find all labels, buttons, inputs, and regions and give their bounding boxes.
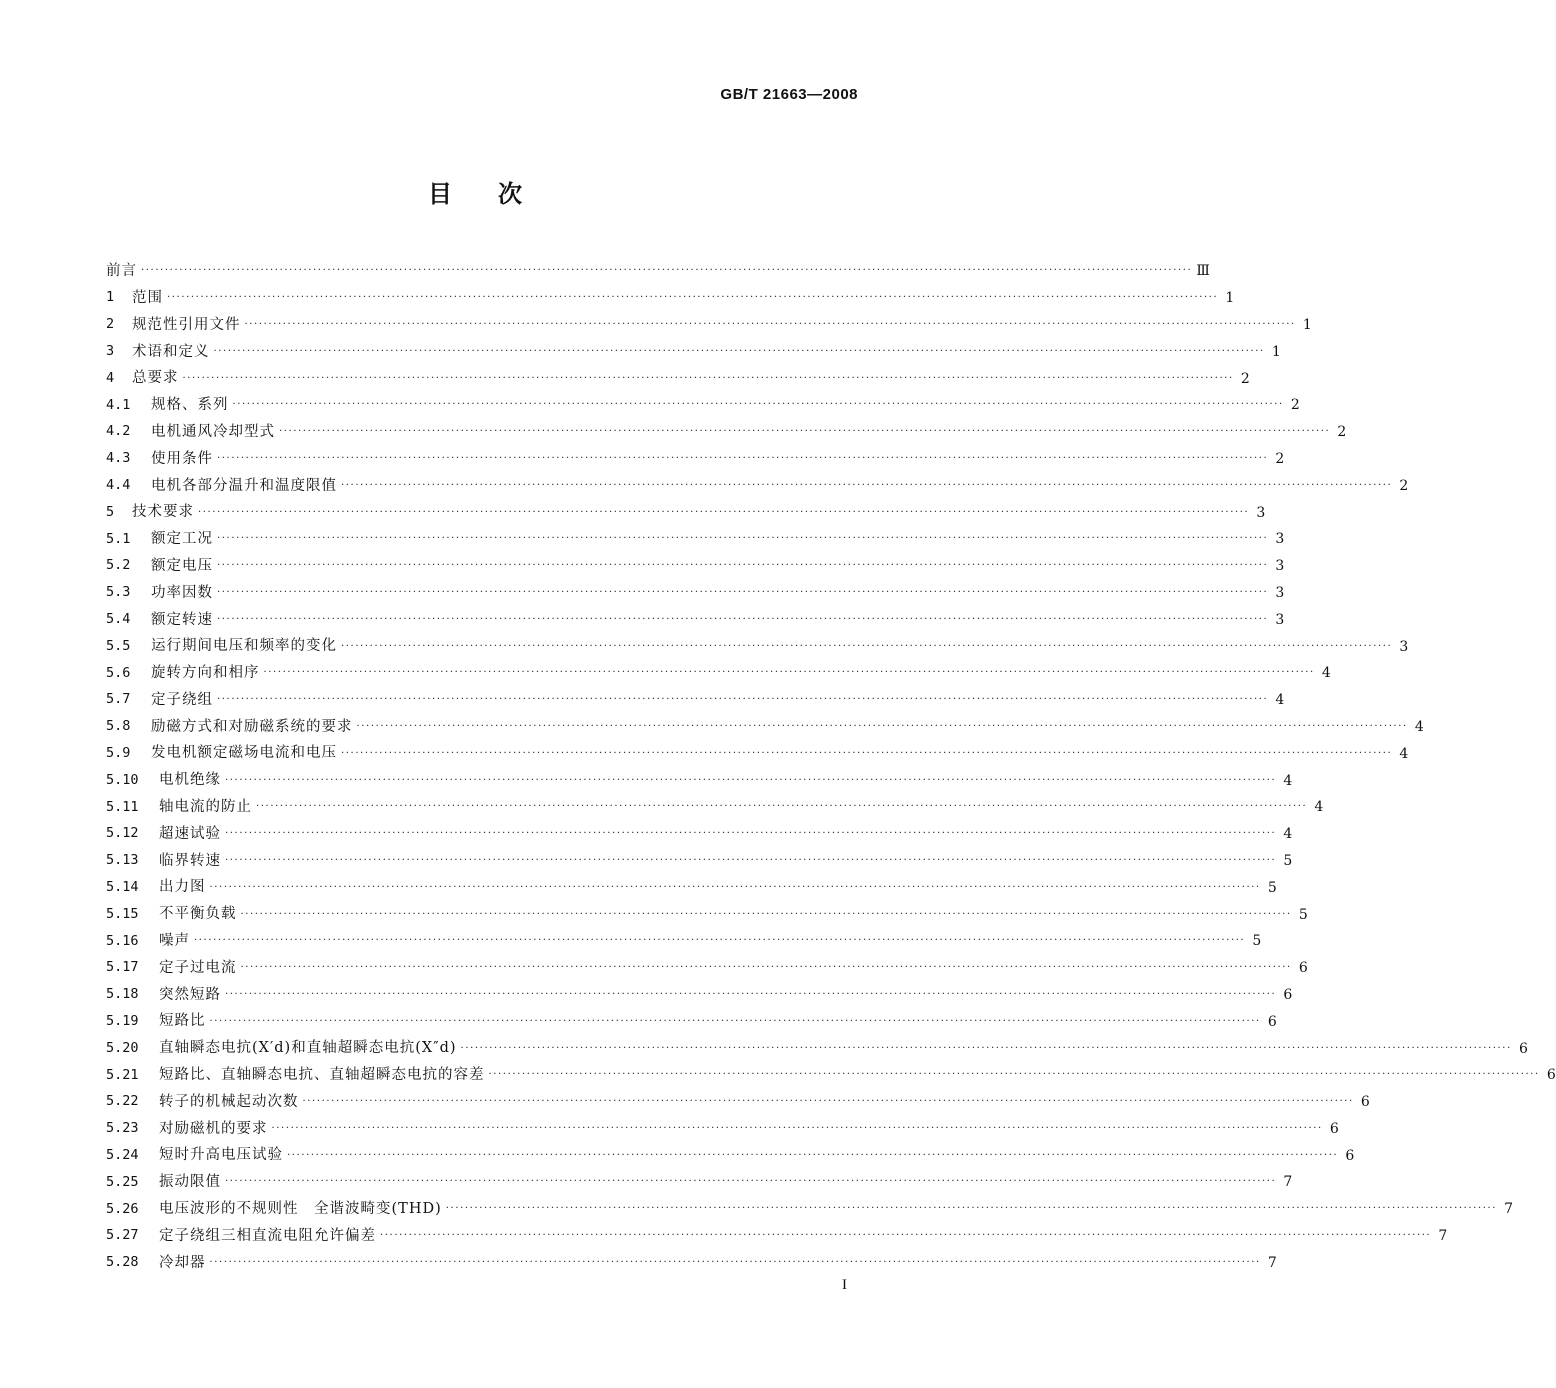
- toc-entry-number: 5.17: [106, 959, 139, 976]
- toc-entry-number: 2: [106, 316, 115, 333]
- toc-entry-number: 5.23: [106, 1120, 139, 1137]
- toc-entry[interactable]: [106, 365, 1250, 392]
- leader-dots: ····························································································································································································································: [217, 533, 1269, 545]
- toc-entry-number: 5.15: [106, 905, 139, 922]
- toc-entry-page: 7: [1504, 1201, 1514, 1218]
- toc-entry-label: 电机通风冷却型式: [151, 423, 275, 440]
- toc-entry[interactable]: [106, 767, 1293, 794]
- toc-entry-number: 5.7: [106, 691, 131, 708]
- toc-entry-number: 4: [106, 369, 115, 386]
- toc-entry[interactable]: [106, 499, 1266, 526]
- toc-entry-number: 5.18: [106, 986, 139, 1003]
- toc-entry-number: 5.2: [106, 557, 131, 574]
- toc-entry-page: 6: [1329, 1120, 1339, 1137]
- toc-entry-label: 运行期间电压和频率的变化: [151, 638, 337, 655]
- toc-entry-number: 5.25: [106, 1173, 139, 1190]
- toc-entry-label: 出力图: [159, 879, 206, 896]
- toc-entry[interactable]: [106, 687, 1285, 714]
- toc-entry[interactable]: [106, 285, 1235, 312]
- table-of-contents: [106, 258, 1556, 1276]
- toc-entry[interactable]: [106, 606, 1285, 633]
- leader-dots: ····························································································································································································································: [341, 479, 1393, 491]
- leader-dots: ····························································································································································································································: [213, 345, 1265, 357]
- toc-entry-page: 6: [1298, 960, 1308, 977]
- leader-dots: ····························································································································································································································: [194, 935, 1246, 947]
- toc-entry-page: 5: [1283, 852, 1293, 869]
- toc-entry[interactable]: [106, 258, 1210, 285]
- toc-entry-number: 5.24: [106, 1146, 139, 1163]
- toc-entry-page: 2: [1275, 450, 1285, 467]
- title-part-2: 次: [498, 180, 522, 208]
- toc-entry-label: 额定转速: [151, 611, 213, 628]
- toc-entry-page: 1: [1225, 290, 1235, 307]
- toc-entry[interactable]: [106, 901, 1308, 928]
- footer-page-number: I: [842, 1277, 847, 1293]
- leader-dots: ····························································································································································································································: [341, 640, 1393, 652]
- toc-entry-label: 发电机额定磁场电流和电压: [151, 745, 337, 762]
- toc-entry-number: 5.14: [106, 878, 139, 895]
- leader-dots: ····························································································································································································································: [217, 586, 1269, 598]
- toc-entry-number: 5.5: [106, 637, 131, 654]
- toc-entry-label: 额定工况: [151, 531, 213, 548]
- toc-entry-page: Ⅲ: [1196, 263, 1210, 280]
- leader-dots: ····························································································································································································································: [209, 1256, 1261, 1268]
- toc-entry-label: 范围: [132, 289, 163, 306]
- toc-entry-number: 5.20: [106, 1039, 139, 1056]
- toc-entry-label: 功率因数: [151, 584, 213, 601]
- toc-entry-number: 4.4: [106, 477, 131, 494]
- toc-entry-number: 5.9: [106, 744, 131, 761]
- toc-entry[interactable]: [106, 1116, 1339, 1143]
- leader-dots: ····························································································································································································································: [256, 801, 1308, 813]
- toc-entry-number: 5: [106, 503, 115, 520]
- toc-entry-label: 不平衡负载: [159, 906, 237, 923]
- toc-entry-number: 4.3: [106, 450, 131, 467]
- toc-entry-number: 5.13: [106, 852, 139, 869]
- toc-entry-page: 7: [1267, 1254, 1277, 1271]
- toc-entry-page: 4: [1314, 799, 1324, 816]
- toc-entry-page: 3: [1256, 504, 1266, 521]
- toc-entry-label: 定子过电流: [159, 959, 237, 976]
- toc-entry-page: 7: [1438, 1228, 1448, 1245]
- toc-entry[interactable]: [106, 928, 1262, 955]
- toc-entry-number: 5.28: [106, 1254, 139, 1271]
- toc-entry[interactable]: [106, 312, 1312, 339]
- toc-entry-number: 5.22: [106, 1093, 139, 1110]
- toc-entry-page: 1: [1302, 316, 1312, 333]
- toc-entry-label: 电压波形的不规则性 全谐波畸变(THD): [159, 1201, 442, 1218]
- toc-entry-label: 突然短路: [159, 986, 221, 1003]
- toc-entry-label: 振动限值: [159, 1174, 221, 1191]
- toc-entry[interactable]: [106, 1062, 1556, 1089]
- toc-entry-page: 5: [1267, 879, 1277, 896]
- toc-entry-number: 5.19: [106, 1012, 139, 1029]
- leader-dots: ····························································································································································································································: [240, 908, 1292, 920]
- toc-entry-page: 4: [1414, 718, 1424, 735]
- toc-entry-page: 2: [1399, 477, 1409, 494]
- toc-entry[interactable]: [106, 794, 1324, 821]
- toc-entry[interactable]: [106, 1169, 1293, 1196]
- toc-entry-label: 总要求: [132, 370, 179, 387]
- toc-entry[interactable]: [106, 553, 1285, 580]
- toc-entry[interactable]: [106, 526, 1285, 553]
- toc-entry[interactable]: [106, 580, 1285, 607]
- leader-dots: ····························································································································································································································: [244, 318, 1296, 330]
- toc-entry-page: 6: [1546, 1067, 1556, 1084]
- toc-entry-number: 5.4: [106, 611, 131, 627]
- toc-entry-number: 5.12: [106, 825, 139, 842]
- leader-dots: ····························································································································································································································: [263, 667, 1315, 679]
- toc-entry-page: 3: [1275, 584, 1285, 601]
- toc-entry-page: 6: [1360, 1094, 1370, 1111]
- toc-entry-label: 电机绝缘: [159, 772, 221, 789]
- toc-entry-number: 5.21: [106, 1066, 139, 1083]
- toc-entry-number: 1: [106, 289, 115, 306]
- leader-dots: ····························································································································································································································: [380, 1230, 1432, 1242]
- toc-entry[interactable]: [106, 633, 1409, 660]
- toc-entry[interactable]: [106, 874, 1277, 901]
- toc-entry-label: 直轴瞬态电抗(X′d)和直轴超瞬态电抗(X″d): [159, 1040, 457, 1057]
- toc-entry[interactable]: [106, 982, 1293, 1009]
- toc-entry-number: 5.3: [106, 584, 131, 601]
- toc-entry[interactable]: [106, 392, 1300, 419]
- leader-dots: ····························································································································································································································: [225, 828, 1277, 840]
- leader-dots: ····························································································································································································································: [225, 854, 1277, 866]
- toc-entry-number: 5.27: [106, 1227, 139, 1244]
- toc-entry-page: 2: [1240, 370, 1250, 387]
- toc-entry-page: 3: [1275, 558, 1285, 575]
- toc-entry[interactable]: [106, 848, 1293, 875]
- toc-entry[interactable]: [106, 1249, 1277, 1276]
- toc-entry-page: 4: [1283, 826, 1293, 843]
- toc-entry-label: 临界转速: [159, 852, 221, 869]
- leader-dots: ····························································································································································································································: [488, 1069, 1540, 1081]
- leader-dots: ····························································································································································································································: [356, 720, 1408, 732]
- toc-entry[interactable]: [106, 472, 1409, 499]
- toc-entry-page: 4: [1399, 745, 1409, 762]
- leader-dots: ····························································································································································································································: [460, 1042, 1512, 1054]
- toc-entry-page: 4: [1275, 692, 1285, 709]
- leader-dots: ····························································································································································································································: [209, 1015, 1261, 1027]
- leader-dots: ····························································································································································································································: [225, 988, 1277, 1000]
- toc-entry-page: 1: [1271, 343, 1281, 360]
- toc-entry-number: 5.6: [106, 664, 131, 681]
- standard-code: GB/T 21663—2008: [720, 86, 858, 103]
- toc-entry-label: 术语和定义: [132, 343, 210, 360]
- page-title: [0, 174, 950, 209]
- toc-entry-number: 5.1: [106, 530, 131, 547]
- toc-entry-number: 4.2: [106, 423, 131, 440]
- leader-dots: ····························································································································································································································: [182, 372, 1234, 384]
- leader-dots: ····························································································································································································································: [302, 1096, 1354, 1108]
- toc-entry[interactable]: [106, 1142, 1355, 1169]
- toc-entry-label: 短路比: [159, 1013, 206, 1030]
- toc-entry[interactable]: [106, 446, 1285, 473]
- toc-entry-page: 6: [1345, 1147, 1355, 1164]
- toc-entry-label: 定子绕组: [151, 691, 213, 708]
- toc-entry-page: 5: [1298, 906, 1308, 923]
- toc-entry-label: 超速试验: [159, 825, 221, 842]
- toc-entry[interactable]: [106, 338, 1281, 365]
- toc-entry-label: 短时升高电压试验: [159, 1147, 283, 1164]
- leader-dots: ····························································································································································································································: [217, 560, 1269, 572]
- toc-entry-label: 规范性引用文件: [132, 316, 241, 333]
- toc-entry-page: 4: [1283, 772, 1293, 789]
- toc-entry[interactable]: [106, 1089, 1370, 1116]
- toc-entry-number: 4.1: [106, 396, 131, 413]
- toc-entry-label: 旋转方向和相序: [151, 665, 260, 682]
- toc-entry-page: 5: [1252, 933, 1262, 950]
- leader-dots: ····························································································································································································································: [341, 747, 1393, 759]
- toc-entry-page: 6: [1283, 986, 1293, 1003]
- toc-entry[interactable]: [106, 955, 1308, 982]
- toc-entry[interactable]: [106, 1196, 1514, 1223]
- leader-dots: ····························································································································································································································: [240, 962, 1292, 974]
- toc-entry-label: 使用条件: [151, 450, 213, 467]
- toc-entry-page: 3: [1275, 531, 1285, 548]
- toc-entry-label: 冷却器: [159, 1254, 206, 1271]
- toc-entry-label: 轴电流的防止: [159, 799, 252, 816]
- toc-entry[interactable]: [106, 1223, 1448, 1250]
- leader-dots: ····························································································································································································································: [209, 881, 1261, 893]
- toc-entry[interactable]: [106, 714, 1424, 741]
- toc-entry-page: 6: [1518, 1040, 1528, 1057]
- toc-entry-number: 3: [106, 343, 115, 360]
- toc-entry[interactable]: [106, 821, 1293, 848]
- toc-entry-number: 5.26: [106, 1200, 139, 1217]
- toc-entry[interactable]: [106, 660, 1331, 687]
- leader-dots: ····························································································································································································································: [225, 774, 1277, 786]
- toc-entry-label: 对励磁机的要求: [159, 1120, 268, 1137]
- toc-entry-label: 规格、系列: [151, 397, 229, 414]
- toc-entry-label: 噪声: [159, 933, 190, 950]
- leader-dots: ····························································································································································································································: [287, 1149, 1339, 1161]
- leader-dots: ····························································································································································································································: [445, 1203, 1498, 1215]
- leader-dots: ····························································································································································································································: [167, 292, 1219, 304]
- title-part-1: 目: [428, 180, 452, 208]
- leader-dots: ····························································································································································································································: [279, 426, 1331, 438]
- toc-entry-label: 定子绕组三相直流电阻允许偏差: [159, 1227, 376, 1244]
- toc-entry-page: 2: [1290, 397, 1300, 414]
- toc-entry[interactable]: [106, 1008, 1277, 1035]
- toc-entry-page: 2: [1337, 424, 1347, 441]
- toc-entry-label: 前言: [106, 263, 137, 280]
- toc-entry-label: 短路比、直轴瞬态电抗、直轴超瞬态电抗的容差: [159, 1067, 485, 1084]
- leader-dots: ····························································································································································································································: [198, 506, 1250, 518]
- toc-entry-page: 3: [1399, 638, 1409, 655]
- toc-entry-page: 6: [1267, 1013, 1277, 1030]
- toc-entry-number: 5.16: [106, 932, 139, 949]
- leader-dots: ····························································································································································································································: [217, 452, 1269, 464]
- toc-entry-label: 转子的机械起动次数: [159, 1093, 299, 1110]
- toc-entry[interactable]: [106, 740, 1409, 767]
- toc-entry-page: 7: [1283, 1174, 1293, 1191]
- toc-entry-label: 技术要求: [132, 504, 194, 521]
- toc-entry[interactable]: [106, 1035, 1528, 1062]
- leader-dots: ····························································································································································································································: [217, 613, 1269, 625]
- toc-entry-number: 5.10: [106, 771, 139, 788]
- toc-entry-number: 5.11: [106, 798, 139, 815]
- toc-entry-label: 额定电压: [151, 557, 213, 574]
- toc-entry-label: 励磁方式和对励磁系统的要求: [151, 718, 353, 735]
- toc-entry-number: 5.8: [106, 718, 131, 735]
- leader-dots: ····························································································································································································································: [141, 265, 1193, 277]
- toc-entry[interactable]: [106, 419, 1347, 446]
- toc-entry-page: 4: [1321, 665, 1331, 682]
- leader-dots: ····························································································································································································································: [225, 1176, 1277, 1188]
- leader-dots: ····························································································································································································································: [217, 694, 1269, 706]
- leader-dots: ····························································································································································································································: [271, 1122, 1323, 1134]
- toc-entry-page: 3: [1275, 611, 1285, 628]
- leader-dots: ····························································································································································································································: [232, 399, 1284, 411]
- toc-entry-label: 电机各部分温升和温度限值: [151, 477, 337, 494]
